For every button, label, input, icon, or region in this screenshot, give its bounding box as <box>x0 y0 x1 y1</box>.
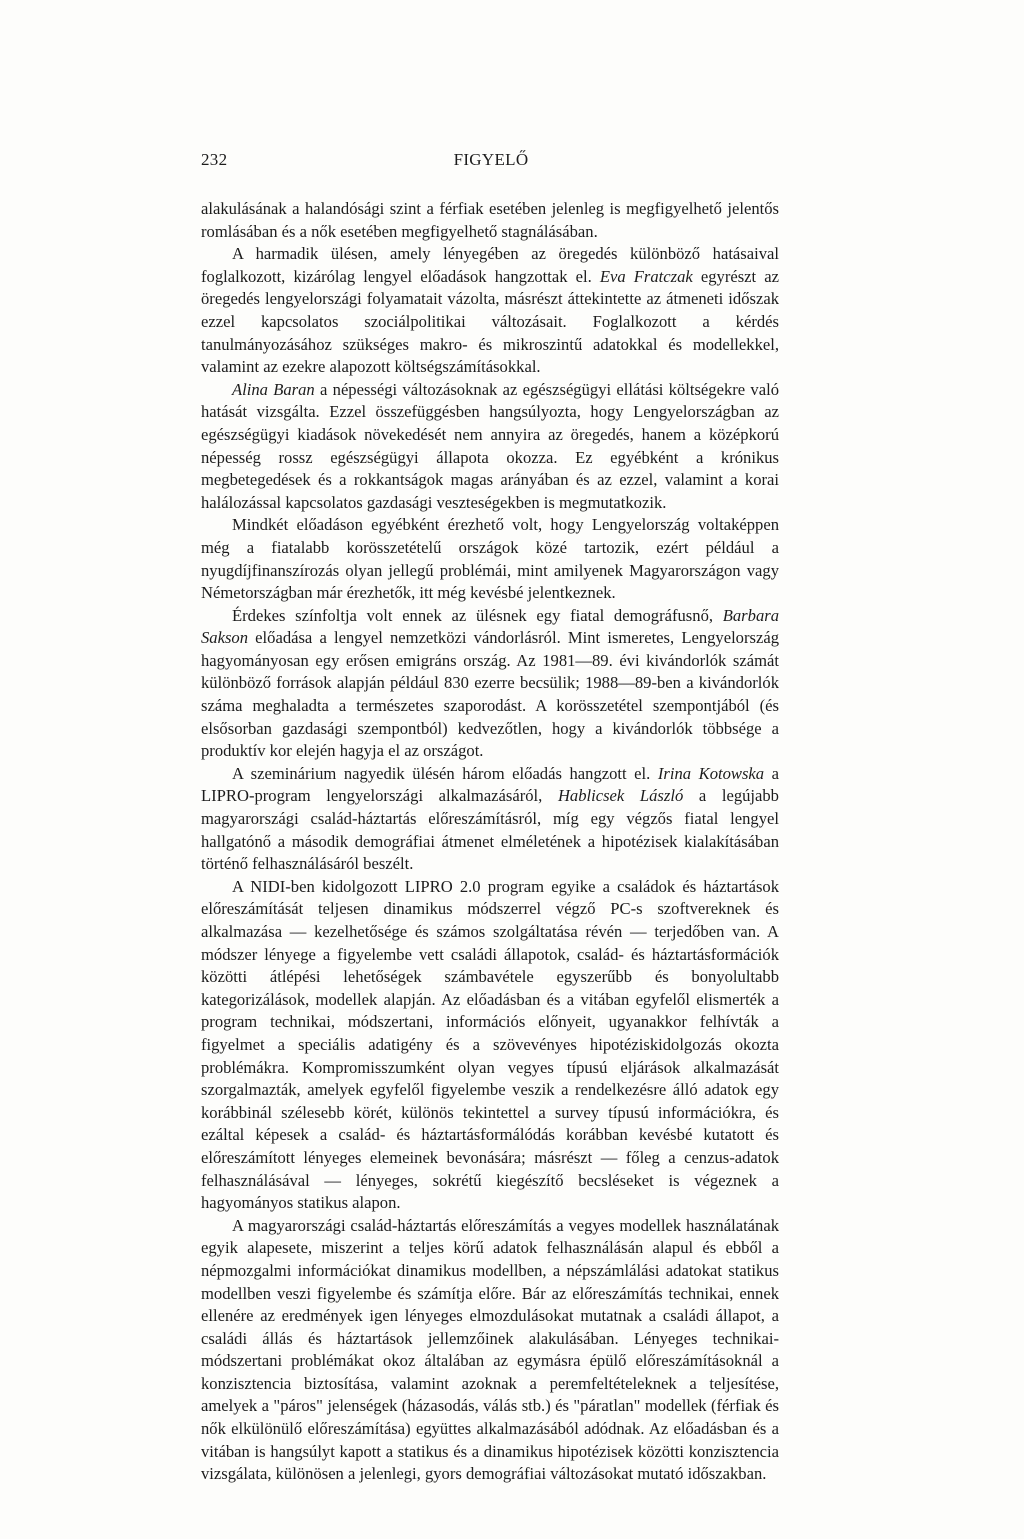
page-header <box>201 150 781 176</box>
text-run: A szeminárium nagyedik ülésén három előadás hangzott el. <box>232 763 658 783</box>
text-run: egyrészt az öregedés lengyelországi folyamatait vázolta, másrészt áttekintette az átmeneti időszak ezzel kapcsolatos szociálpolitikai változásait. Foglalkozott a kérdés tanulmányozásához szükséges makro- és mikroszintű adatokkal és modellekkel, valamint az ezekre alapozott költségszámításokkal. <box>201 266 780 377</box>
person-name: Hablicsek László <box>557 786 684 806</box>
paragraph <box>201 243 779 379</box>
person-name: Alina Baran <box>232 379 315 399</box>
body-text <box>201 198 779 1486</box>
text-run: előadása a lengyel nemzetközi vándorlásról. Mint ismeretes, Lengyelország hagyományosan egy erősen emigráns ország. Az 1981—89. évi kivándorlók számát különböző források alapján például 830 ezerre becsülik; 1988—89-ben a kivándorlók száma meghaladta a természetes szaporodást. A korösszetétel szempontjából (és elsősorban gazdasági szempontból) kedvezőtlen, hogy a kivándorlók többsége a produktív kor elején hagyja el az országot. <box>201 628 779 761</box>
person-name: Irina Kotowska <box>657 763 765 783</box>
text-run: A NIDI-ben kidolgozott LIPRO 2.0 program egyike a családok és háztartások előreszámítását teljesen dinamikus módszerrel végző PC-s szoftvereknek és alkalmazása — kezelhetősége és számos szolgáltatása révén — terjedőben van. A módszer lényege a figyelembe vett családi állapotok, család- és háztartásformációk közötti átlépési lehetőségek számbavétele egyszerűbb és bonyolultabb kategorizálások, modellek alapján. Az előadásban és a vitában egyfelől elismerték a program technikai, módszertani, információs előnyeit, ugyanakkor felhívták a figyelmet a speciális adatigény és a szövevényes hipotéziskidolgozás okozta problémákra. Kompromisszumként olyan vegyes típusú eljárások alkalmazását szorgalmazták, amelyek egyfelől figyelembe veszik a rendelkezésre álló adatok egy korábbinál szélesebb körét, különös tekintettel a survey típusú információkra, és ezáltal képesek a család- és háztartásformálódás korábban kevésbé kutatott és előreszámított lényeges elemeinek bevonására; másrészt — főleg a cenzus-adatok felhasználásával — lényeges, sokrétű kiegészítő becsléseket is végeznek a hagyományos statikus alapon. <box>201 876 779 1213</box>
paragraph <box>201 605 779 763</box>
text-run: a legújabb magyarországi család-háztartás előreszámításról, míg egy végzős fiatal lengyel hallgatónő a második demográfiai átmenet elméletének a hipotézisek kialakításában történő felhasználásáról beszélt. <box>201 786 779 874</box>
paragraph <box>201 1215 779 1486</box>
page-number: 232 <box>201 150 228 169</box>
text-run: A harmadik ülésen, amely lényegében az öregedés különböző hatásaival foglalkozott, kizárólag lengyel előadások hangzottak el. <box>201 244 779 286</box>
person-name: Barbara Sakson <box>201 605 779 648</box>
person-name: Eva Fratczak <box>599 266 693 286</box>
text-run: alakulásának a halandósági szint a férfiak esetében jelenleg is megfigyelhető jelentős romlásában és a nők esetében megfigyelhető stagnálásában. <box>201 199 779 241</box>
paragraph <box>201 514 779 604</box>
running-title: FIGYELŐ <box>453 150 529 169</box>
paragraph <box>201 379 779 515</box>
paragraph <box>201 763 779 876</box>
text-run: Mindkét előadáson egyébként érezhető volt, hogy Lengyelország voltaképpen még a fiatalabb korösszetételű országok közé tartozik, ezért például a nyugdíjfinanszírozás olyan jellegű problémái, mint amilyenek Magyarországon vagy Németországban már érezhetők, itt még kevésbé jelentkeznek. <box>201 515 779 603</box>
text-run: a népességi változásoknak az egészségügyi ellátási költségekre való hatását vizsgálta. Ezzel összefüggésben hangsúlyozta, hogy Lengyelországban az egészségügyi kiadások növekedését nem annyira az öregedés, hanem a középkorú népesség rossz egészségügyi állapota okozza. Ez egyébként a krónikus megbetegedések és a rokkantságok magas arányában és az ezzel, valamint a korai halálozással kapcsolatos gazdasági veszteségekben is megmutatkozik. <box>201 379 779 512</box>
paragraph <box>201 198 779 243</box>
text-run: Érdekes színfoltja volt ennek az ülésnek egy fiatal demográfusnő, <box>232 605 723 625</box>
text-run: a LIPRO-program lengyelországi alkalmazásáról, <box>201 763 780 806</box>
paragraph <box>201 876 779 1215</box>
text-run: A magyarországi család-háztartás előreszámítás a vegyes modellek használatának egyik alapesete, miszerint a teljes körű adatok felhasználásán alapul és ebből a népmozgalmi információkat dinamikus modellben, a népszámlálási adatokat statikus modellben veszi figyelembe és számítja előre. Bár az előreszámítás technikai, ennek ellenére az eredmények igen lényeges elmozdulásokat mutatnak a családi állapot, a családi állás és háztartások jellemzőinek alakulásában. Lényeges technikai-módszertani problémákat okoz általában az egymásra épülő előreszámításoknál a konzisztencia biztosítása, valamint azoknak a peremfeltételeknek a teljesítése, amelyek a "páros" jelenségek (házasodás, válás stb.) és "páratlan" modellek (férfiak és nők elkülönülő előreszámítása) együttes alkalmazásából adódnak. Az előadásban és a vitában is hangsúlyt kapott a statikus és a dinamikus hipotézisek közötti konzisztencia vizsgálata, különösen a jelenlegi, gyors demográfiai változásokat mutató időszakban. <box>201 1215 779 1484</box>
